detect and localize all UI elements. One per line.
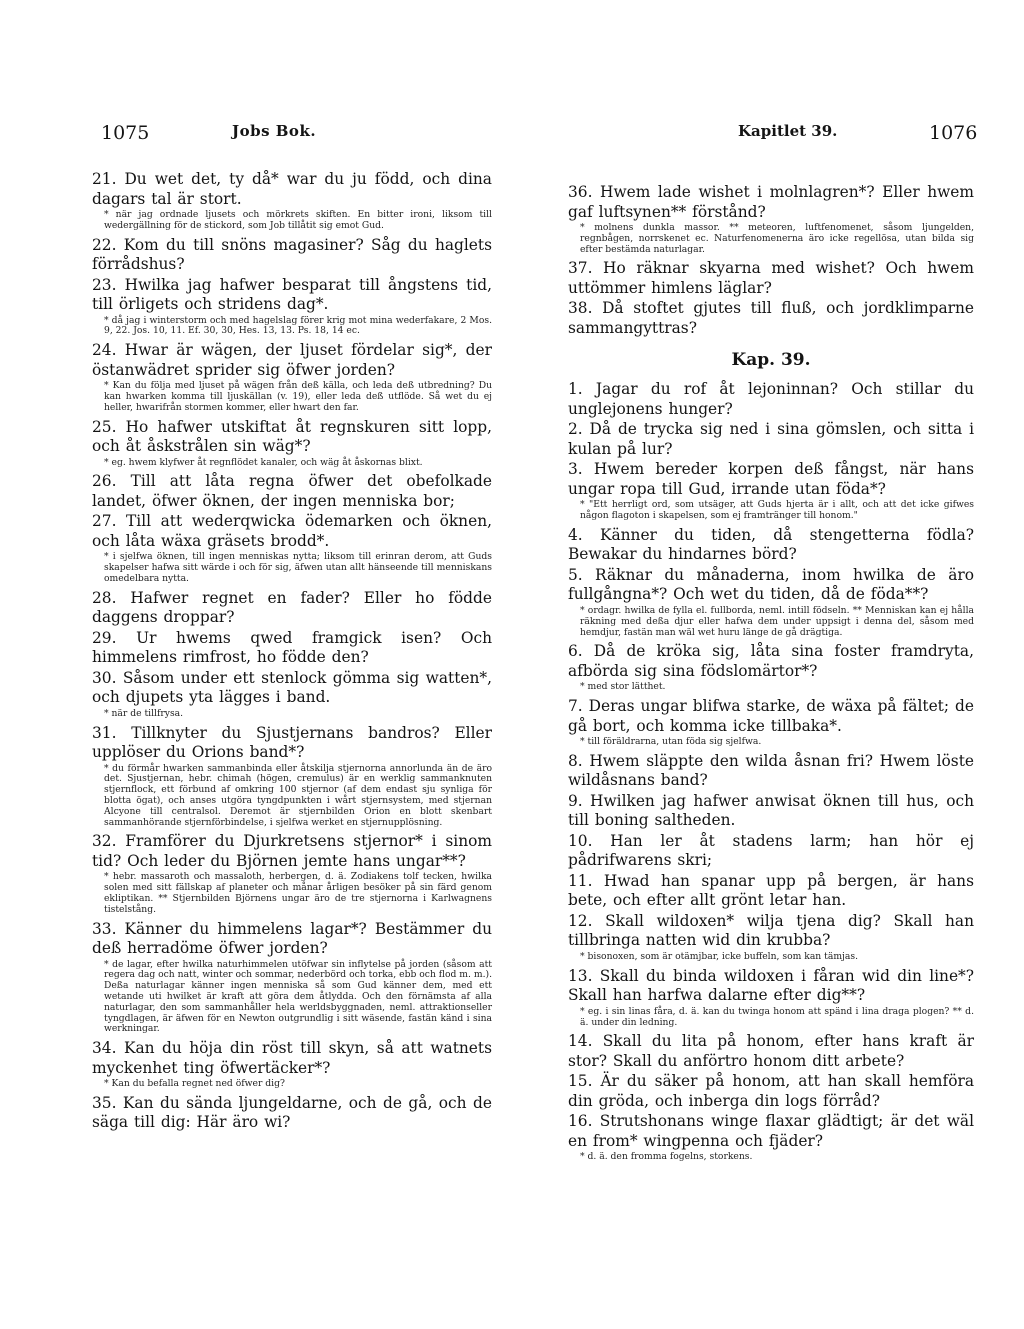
verse-text: Strutshonans winge flaxar glädtigt; är det wäl en from* wingpenna och fjäder? (568, 1112, 974, 1150)
verse-text: Hafwer regnet en fader? Eller ho födde daggens droppar? (92, 588, 492, 627)
verse (92, 629, 492, 668)
page-number-right: 1076 (929, 122, 978, 144)
verse-text: Såsom under ett stenlock gömma sig watten*, och djupets yta lägges i band. (92, 668, 492, 707)
verse-text: Kom du till snöns magasiner? Såg du haglets förrådshus? (92, 235, 492, 274)
verse-text: Ho räknar skyarna med wishet? Och hwem uttömmer himlens läglar? (568, 259, 974, 297)
verse-text: Skall du lita på honom, efter hans kraft är stor? Skall du anförtro honom ditt arbete? (568, 1032, 974, 1070)
verse-number: 5. (568, 565, 583, 584)
verse-number: 7. (568, 697, 583, 716)
verse-text: Framförer du Djurkretsens stjernor* i sinom tid? Och leder du Björnen jemte hans ungar**? (92, 832, 492, 870)
running-title-left: Jobs Bok. (232, 122, 317, 140)
verse (92, 1094, 492, 1133)
verse-number: 8. (568, 751, 583, 770)
verse (92, 276, 492, 315)
verse-text: Kan du höja din röst till skyn, så att watnets myckenhet ting öfwertäcker*? (92, 1039, 492, 1077)
verse-text: Då de trycka sig ned i sina gömslen, och sitta i kulan på lur? (568, 420, 974, 458)
verse-number: 3. (568, 460, 583, 479)
verse-number: 38. (568, 299, 593, 318)
verse (568, 1112, 974, 1151)
verse-number: 37. (568, 259, 593, 278)
verse (92, 589, 492, 628)
verse-text: Hwilken jag hafwer anwisat öknen till hus, och till boning saltheden. (568, 791, 974, 830)
footnote: * när de tillfrysa. (104, 707, 184, 719)
verse (568, 526, 974, 565)
verse (92, 724, 492, 763)
verse (568, 299, 974, 338)
footnote: * ordagr. hwilka de fylla el. fullborda, neml. intill födseln. ** Menniskan kan ej hålla räkning med deßa djur eller hafwa dem under uppsigt i denna del, såsom med hemdjur, fastän man wäl wet huru länge de gå drägtiga. (580, 604, 974, 638)
footnote: * hebr. massaroth och massaloth, herbergen, d. ä. Zodiakens tolf tecken, hwilka solen med sitt fällskap af planeter och månar årligen besöker på sin färd genom ekliptikan. ** Stjernbilden Björnens ungar äro de tre stjernorna i Karlwagnens tistelstång. (104, 871, 492, 915)
verse-number: 14. (568, 1032, 593, 1051)
footnote: * eg. hwem klyfwer åt regnflödet kanaler, och wäg åt åskornas blixt. (104, 456, 423, 468)
verse-text: Du wet det, ty då* war du ju född, och dina dagars tal är stort. (92, 170, 492, 208)
verse (568, 642, 974, 681)
verse (92, 170, 492, 209)
footnote: * med stor lätthet. (580, 681, 666, 693)
verse-number: 21. (92, 170, 117, 188)
verse (92, 832, 492, 871)
verse-text: Hwem bereder korpen deß fångst, när hans ungar ropa till Gud, irrande utan föda*? (568, 460, 974, 498)
verse (568, 183, 974, 222)
right-column (568, 183, 974, 1167)
footnote: * när jag ordnade ljusets och mörkrets skiften. En bitter ironi, liksom till wedergällning för de stickord, som Job tillåtit sig emot Gud. (104, 209, 492, 231)
verse-number: 24. (92, 341, 117, 360)
verse-text: Skall wildoxen* wilja tjena dig? Skall han tillbringa natten wid din krubba? (568, 911, 974, 950)
verse (568, 420, 974, 459)
verse (568, 872, 974, 911)
verse (92, 920, 492, 959)
verse (568, 697, 974, 736)
verse-number: 15. (568, 1072, 593, 1091)
verse (92, 418, 492, 457)
verse-text: Kan du sända ljungeldarne, och de gå, och de säga till dig: Här äro wi? (92, 1093, 492, 1132)
verse-number: 10. (568, 831, 593, 850)
verse-number: 9. (568, 791, 583, 810)
verse (568, 259, 974, 298)
verse-text: Ho hafwer utskiftat åt regnskuren sitt lopp, och åt åskstrålen sin wäg*? (92, 417, 492, 456)
verse-text: Jagar du rof åt lejoninnan? Och stillar du unglejonens hunger? (568, 380, 974, 418)
verse (92, 512, 492, 551)
verse-text: Ur hwems qwed framgick isen? Och himmelens rimfrost, ho födde den? (92, 628, 492, 667)
verse (568, 380, 974, 419)
verse-text: Känner du tiden, då stengetterna födla? Bewakar du hindarnes börd? (568, 525, 974, 564)
verse (568, 912, 974, 951)
verse-number: 6. (568, 642, 583, 661)
verse (568, 752, 974, 791)
chapter-heading: Kap. 39. (731, 350, 811, 371)
verse (568, 832, 974, 871)
running-title-right: Kapitlet 39. (738, 122, 838, 140)
verse (568, 1072, 974, 1111)
page-number-left: 1075 (101, 122, 150, 144)
verse-number: 13. (568, 966, 593, 985)
verse-number: 11. (568, 871, 593, 890)
footnote: * "Ett herrligt ord, som utsäger, att Guds hjerta är i allt, och att det icke gifwes någon flagoton i skapelsen, som ej framtränger till honom." (580, 499, 974, 522)
verse (568, 1032, 974, 1071)
footnote: * du förmår hwarken sammanbinda eller åtskilja stjernorna annorlunda än de äro det. Sjustjernan, hebr. chimah (högen, cremulus) är en werklig sammanknuten stjernflock, ett förbund af omkring 100 stjernor (af dem endast sju synliga för blotta ögat), och anses utgöra tyngdpunkten i wårt stjernsystem, med stjernan Alcyone till centralsol. Deremot är stjernbilden Orion en blott skenbart sammanhörande stjernförbindelse, i sjelfwa werket en stjernupplösning. (104, 762, 492, 828)
verse-number: 25. (92, 417, 117, 436)
verse-number: 31. (92, 723, 117, 742)
verse (568, 566, 974, 605)
verse-text: Hwem lade wishet i molnlagren*? Eller hwem gaf luftsynen** förstånd? (568, 183, 974, 221)
verse (568, 967, 974, 1006)
footnote: * då jag i winterstorm och med hagelslag förer krig mot mina wederfakare, 2 Mos. 9, 22. Jos. 10, 11. Ef. 30, 30, Hes. 13, 13. Ps. 18, 14 ec. (104, 314, 492, 337)
verse-text: Till att wederqwicka ödemarken och öknen, och låta wäxa gräsets brodd*. (92, 512, 492, 550)
footnote: * till föräldrarna, utan föda sig sjelfwa. (580, 736, 762, 748)
verse (92, 669, 492, 708)
verse-number: 29. (92, 628, 117, 647)
verse-number: 35. (92, 1093, 117, 1112)
verse-text: Räknar du månaderna, inom hwilka de äro fullgångna*? Och wet du tiden, då de föda**? (568, 565, 974, 604)
verse-number: 28. (92, 588, 117, 607)
verse-text: Då stoftet gjutes till fluß, och jordklimparne sammangyttras? (568, 299, 974, 337)
verse (92, 236, 492, 275)
verse (92, 472, 492, 511)
verse-number: 30. (92, 668, 117, 687)
verse-number: 32. (92, 832, 117, 851)
verse-text: Hwilka jag hafwer besparat till ångstens tid, till örligets och stridens dag*. (92, 275, 492, 314)
verse-text: Då de kröka sig, låta sina foster framdryta, afbörda sig sina födslomärtor*? (568, 642, 974, 680)
verse-text: Hwem släppte den wilda åsnan fri? Hwem löste wildåsnans band? (568, 751, 974, 790)
verse (568, 792, 974, 831)
footnote: * Kan du följa med ljuset på wägen från deß källa, och leda deß utbredning? Du kan hwarken komma till ljuskällan (v. 19), eller leda deß utflöde. Så wet du ej heller, hwarifrån stormen kommer, eller hwart den far. (104, 380, 492, 413)
verse-number: 22. (92, 235, 117, 254)
verse-text: Känner du himmelens lagar*? Bestämmer du deß herradöme öfwer jorden? (92, 919, 492, 958)
verse-text: Tillknyter du Sjustjernans bandros? Eller upplöser du Orions band*? (92, 723, 492, 762)
footnote: * i sjelfwa öknen, till ingen menniskas nytta; liksom till erinran derom, att Guds skapelser hafwa sitt wärde i och för sig, äfwen utan allt hänseende till menniskans omedelbara nytta. (104, 551, 492, 584)
verse-number: 16. (568, 1112, 593, 1131)
verse-number: 36. (568, 183, 593, 201)
footnote: * de lagar, efter hwilka naturhimmelen utöfwar sin inflytelse på jorden (såsom att regera dag och natt, winter och sommar, nederbörd och torka, ebb och flod m. m.). Deßa naturlagar känner ingen menniska så som Gud känner dem, med ett wetande uti hwilket är kraft att göra dem åtlydda. Och den förnämsta af alla naturlagar, den som sammanhåller hela werldsbyggnaden, neml. attraktionseller tyngdlagen, är äfwen för en Newton outgrundlig i sitt wäsende, fastän känd i sina werkningar. (104, 958, 492, 1035)
footnote: * molnens dunkla massor. ** meteoren, luftfenomenet, såsom ljungelden, regnbågen, norrskenet ec. Naturfenomenerna äro icke regellösa, utan bilda sig efter bestämda naturlagar. (580, 222, 974, 255)
footnote: * eg. i sin linas fåra, d. ä. kan du twinga honom att spänd i lina draga plogen? ** d. ä. under din ledning. (580, 1005, 974, 1028)
verse-text: Hwad han spanar upp på bergen, är hans bete, och efter allt grönt letar han. (568, 871, 974, 910)
footnote: * Kan du befalla regnet ned öfwer dig? (104, 1078, 285, 1090)
verse-number: 33. (92, 919, 117, 938)
footnote: * d. ä. den fromma fogelns, storkens. (580, 1151, 753, 1163)
verse-text: Hwar är wägen, der ljuset fördelar sig*, der östanwädret sprider sig öfwer jorden? (92, 341, 492, 379)
verse-number: 26. (92, 472, 117, 491)
verse-text: Är du säker på honom, att han skall hemföra din gröda, och inberga din logs förråd? (568, 1072, 974, 1110)
verse (92, 341, 492, 380)
verse-text: Skall du binda wildoxen i fåran wid din line*? Skall han harfwa dalarne efter dig**? (568, 966, 974, 1005)
verse-number: 23. (92, 275, 117, 294)
verse-number: 2. (568, 420, 583, 439)
verse-text: Deras ungar blifwa starke, de wäxa på fältet; de gå bort, och komma icke tillbaka*. (568, 697, 974, 735)
footnote: * bisonoxen, som är otämjbar, icke buffeln, som kan tämjas. (580, 950, 858, 962)
verse-number: 27. (92, 512, 117, 531)
verse-number: 4. (568, 525, 583, 544)
verse-number: 1. (568, 380, 583, 399)
left-column (92, 170, 492, 1134)
verse-number: 34. (92, 1039, 117, 1058)
verse (92, 1039, 492, 1078)
verse-text: Till att låta regna öfwer det obefolkade landet, öfwer öknen, der ingen menniska bor; (92, 472, 492, 510)
verse-number: 12. (568, 911, 593, 930)
verse-text: Han ler åt stadens larm; han hör ej pådrifwarens skri; (568, 831, 974, 870)
verse (568, 460, 974, 499)
